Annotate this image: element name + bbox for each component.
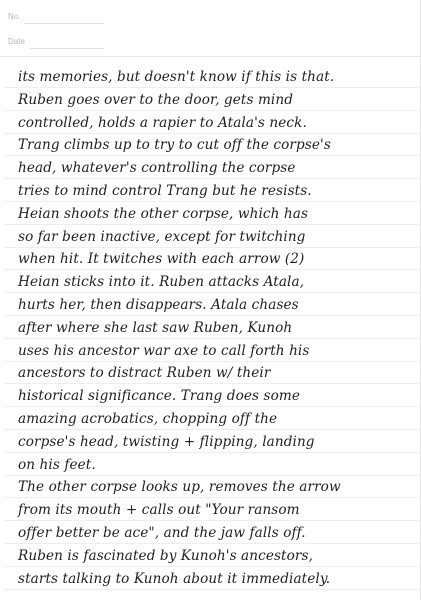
handwritten-line-text: The other corpse looks up, removes the arrow [18,479,341,496]
ruled-line [4,589,420,590]
handwritten-line-text: when hit. It twitches with each arrow (2) [18,251,305,268]
handwritten-line-text: Heian sticks into it. Ruben attacks Atala, [18,274,305,291]
handwritten-line-text: head, whatever's controlling the corpse [18,160,296,177]
handwritten-line-text: amazing acrobatics, chopping off the [18,411,278,427]
handwritten-line-text: historical significance. Trang does some [18,388,301,405]
handwritten-line-text: uses his ancestor war axe to call forth his [18,342,310,359]
handwritten-line-text: tries to mind control Trang but he resists. [18,183,312,199]
header-separator [0,56,420,57]
handwritten-line-text: ancestors to distract Ruben w/ their [18,365,271,382]
handwritten-line-text: corpse's head, twisting + flipping, landing [18,433,315,450]
handwritten-line-text: its memories, but doesn't know if this is that. [18,69,335,85]
date-underline [30,48,104,49]
date-label: Date [8,37,25,46]
handwritten-line-text: offer better be ace", and the jaw falls off. [18,525,306,541]
handwritten-line-text: from its mouth + calls out "Your ransom [18,502,300,519]
handwritten-line-text: Ruben goes over to the door, gets mind [18,91,294,108]
no-label: No. [8,12,21,21]
handwritten-line-text: Ruben is fascinated by Kunoh's ancestors, [18,547,313,564]
handwritten-line-text: after where she last saw Ruben, Kunoh [18,319,293,336]
no-underline [24,23,104,24]
handwritten-line-text: on his feet. [18,456,96,473]
handwritten-line [18,562,416,588]
handwritten-line-text: controlled, holds a rapier to Atala's neck. [18,114,307,131]
handwritten-line-text: starts talking to Kunoh about it immediately. [18,570,331,587]
handwritten-line-text: so far been inactive, except for twitching [18,228,306,245]
handwritten-line-text: hurts her, then disappears. Atala chases [18,297,299,313]
handwritten-line-text: Trang climbs up to try to cut off the corpse's [18,137,331,154]
handwritten-line-text: Heian shoots the other corpse, which has [18,205,309,222]
